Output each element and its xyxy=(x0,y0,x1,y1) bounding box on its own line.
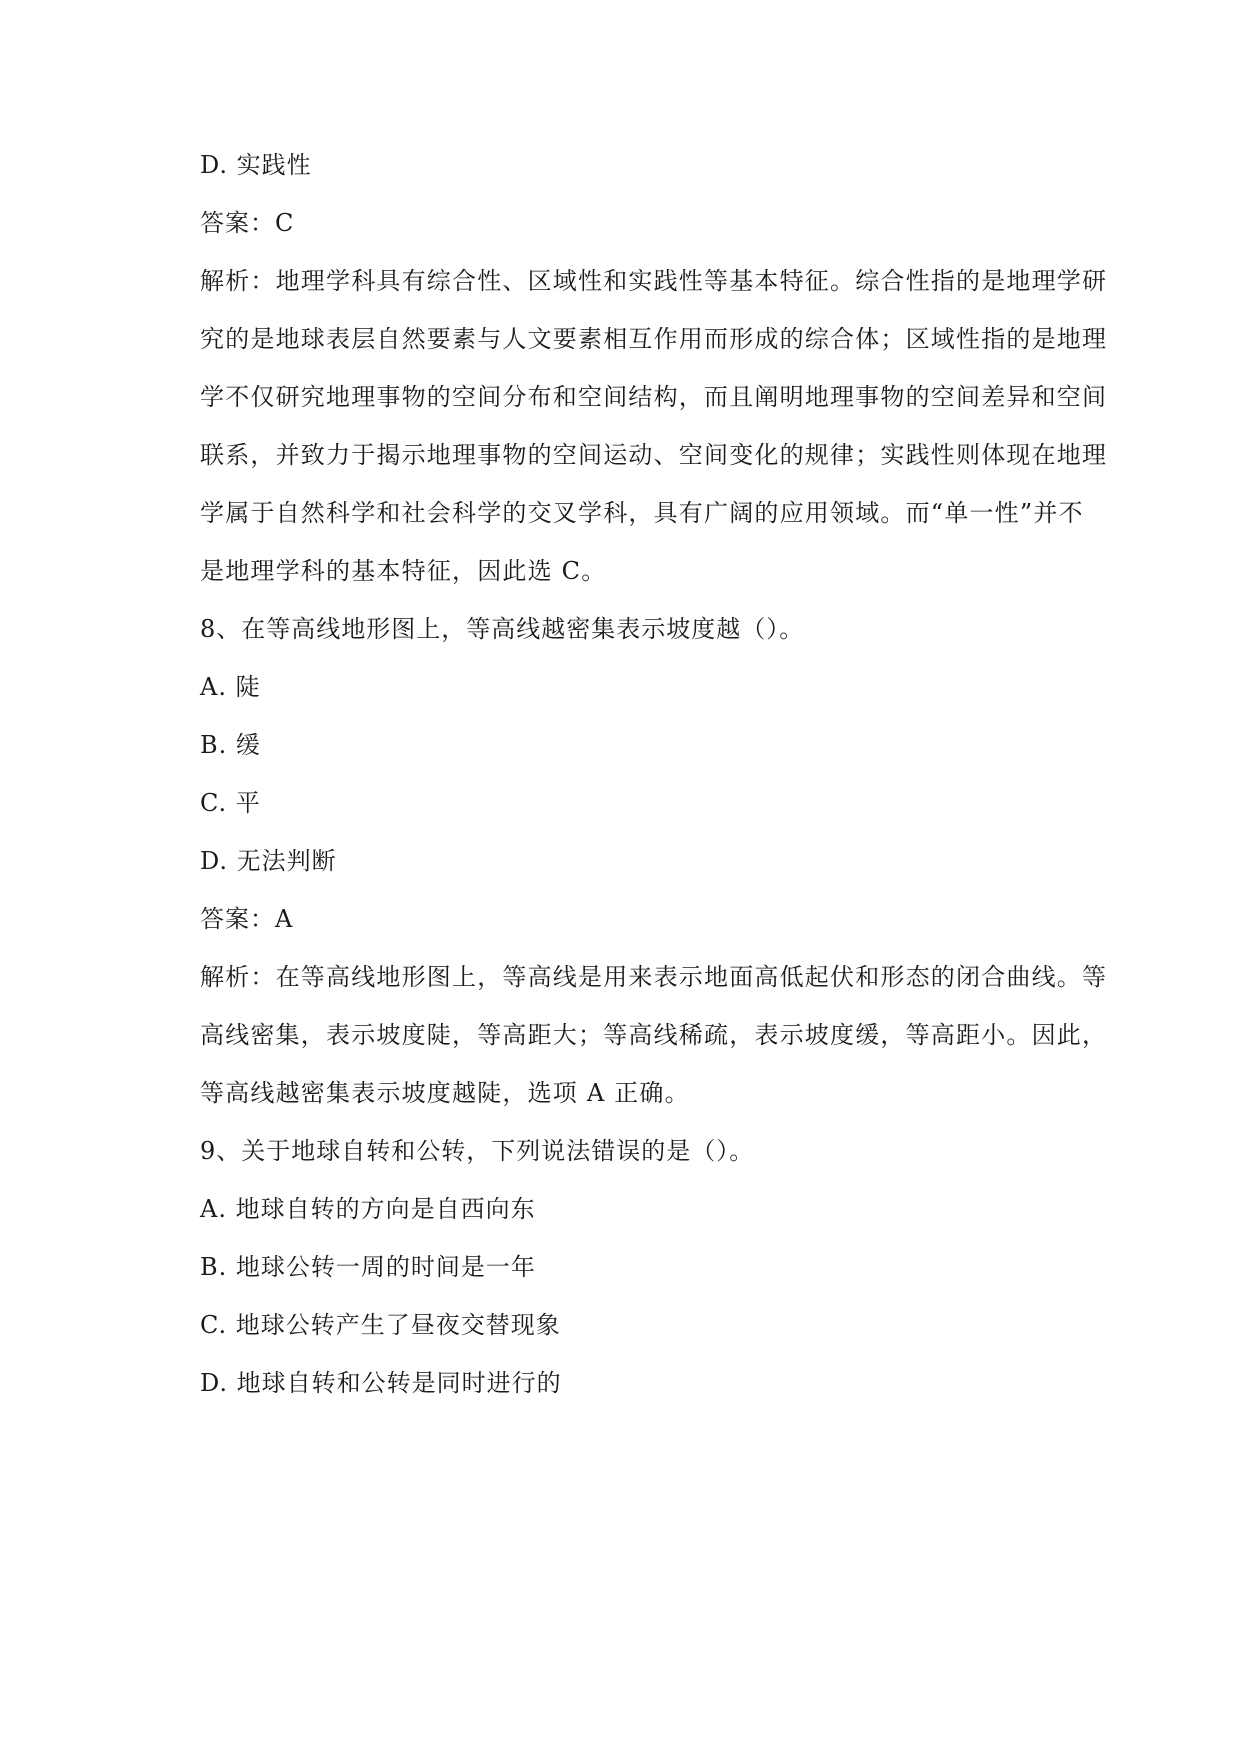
q8-answer: 答案：A xyxy=(200,905,294,933)
q7-explanation-line: 联系，并致力于揭示地理事物的空间运动、空间变化的规律；实践性则体现在地理 xyxy=(200,441,1108,469)
q8-option-c: C. 平 xyxy=(200,789,261,817)
q9-option-c: C. 地球公转产生了昼夜交替现象 xyxy=(200,1311,561,1339)
q8-option-b: B. 缓 xyxy=(200,731,261,759)
q8-question: 8、在等高线地形图上，等高线越密集表示坡度越（）。 xyxy=(200,615,805,643)
q7-explanation-line: 学不仅研究地理事物的空间分布和空间结构，而且阐明地理事物的空间差异和空间 xyxy=(200,383,1108,411)
q7-explanation-line: 解析：地理学科具有综合性、区域性和实践性等基本特征。综合性指的是地理学研 xyxy=(200,267,1108,295)
q7-explanation-line: 学属于自然科学和社会科学的交叉学科，具有广阔的应用领域。而“单一性”并不 xyxy=(200,499,1084,527)
q8-option-a: A. 陡 xyxy=(200,673,261,701)
q8-explanation-line: 等高线越密集表示坡度越陡，选项 A 正确。 xyxy=(200,1079,690,1107)
q7-explanation-line: 究的是地球表层自然要素与人文要素相互作用而形成的综合体；区域性指的是地理 xyxy=(200,325,1108,353)
q7-explanation-line: 是地理学科的基本特征，因此选 C。 xyxy=(200,557,607,585)
q9-option-d: D. 地球自转和公转是同时进行的 xyxy=(200,1369,562,1397)
q7-option-d: D. 实践性 xyxy=(200,151,312,179)
q8-explanation-line: 高线密集，表示坡度陡，等高距大；等高线稀疏，表示坡度缓，等高距小。因此， xyxy=(200,1021,1108,1049)
q9-question: 9、关于地球自转和公转，下列说法错误的是（）。 xyxy=(200,1137,755,1165)
q8-option-d: D. 无法判断 xyxy=(200,847,337,875)
q7-answer: 答案：C xyxy=(200,209,295,237)
q9-option-a: A. 地球自转的方向是自西向东 xyxy=(200,1195,536,1223)
q9-option-b: B. 地球公转一周的时间是一年 xyxy=(200,1253,536,1281)
q8-explanation-line: 解析：在等高线地形图上，等高线是用来表示地面高低起伏和形态的闭合曲线。等 xyxy=(200,963,1108,991)
